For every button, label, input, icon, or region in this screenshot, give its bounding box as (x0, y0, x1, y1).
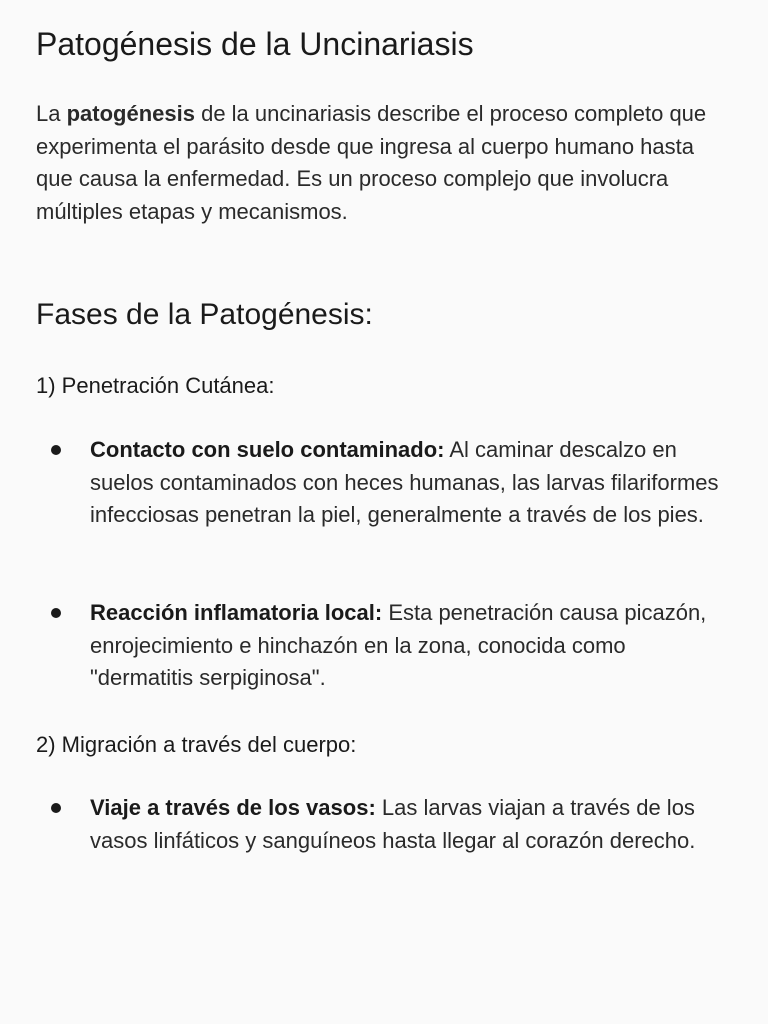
bullet-icon (51, 803, 61, 813)
list-item-text (90, 597, 731, 695)
list-item (36, 597, 731, 695)
list-item-description: Esta penetración causa picazón, enrojecimiento e hinchazón en la zona, conocida como "dermatitis serpiginosa". (90, 600, 707, 690)
intro-bold-term: patogénesis (66, 101, 195, 126)
list-item-term: Reacción inflamatoria local: (90, 600, 383, 625)
list-item-description: Las larvas viajan a través de los vasos linfáticos y sanguíneos hasta llegar al corazón derecho. (90, 795, 696, 853)
phase-heading: 2) Migración a través del cuerpo: (36, 732, 357, 757)
list-item-term: Contacto con suelo contaminado: (90, 437, 445, 462)
bullet-icon (51, 445, 61, 455)
intro-rest: de la uncinariasis describe el proceso completo que experimenta el parásito desde que ingresa al cuerpo humano hasta que causa la enfermedad. Es un proceso complejo que involucra múltiples etapas y mecanismos. (36, 101, 707, 224)
list-item-term: Viaje a través de los vasos: (90, 795, 376, 820)
intro-prefix: La (36, 101, 67, 126)
bullet-icon (51, 608, 61, 618)
intro-paragraph (36, 98, 726, 228)
list-item (36, 792, 731, 857)
section-heading: Fases de la Patogénesis: (36, 298, 373, 331)
list-item (36, 434, 731, 532)
list-item-description: Al caminar descalzo en suelos contaminados con heces humanas, las larvas filariformes infecciosas penetran la piel, generalmente a través de los pies. (90, 437, 719, 527)
list-item-text (90, 792, 731, 857)
phase-heading: 1) Penetración Cutánea: (36, 373, 275, 398)
page-title: Patogénesis de la Uncinariasis (36, 26, 474, 62)
list-item-text (90, 434, 731, 532)
